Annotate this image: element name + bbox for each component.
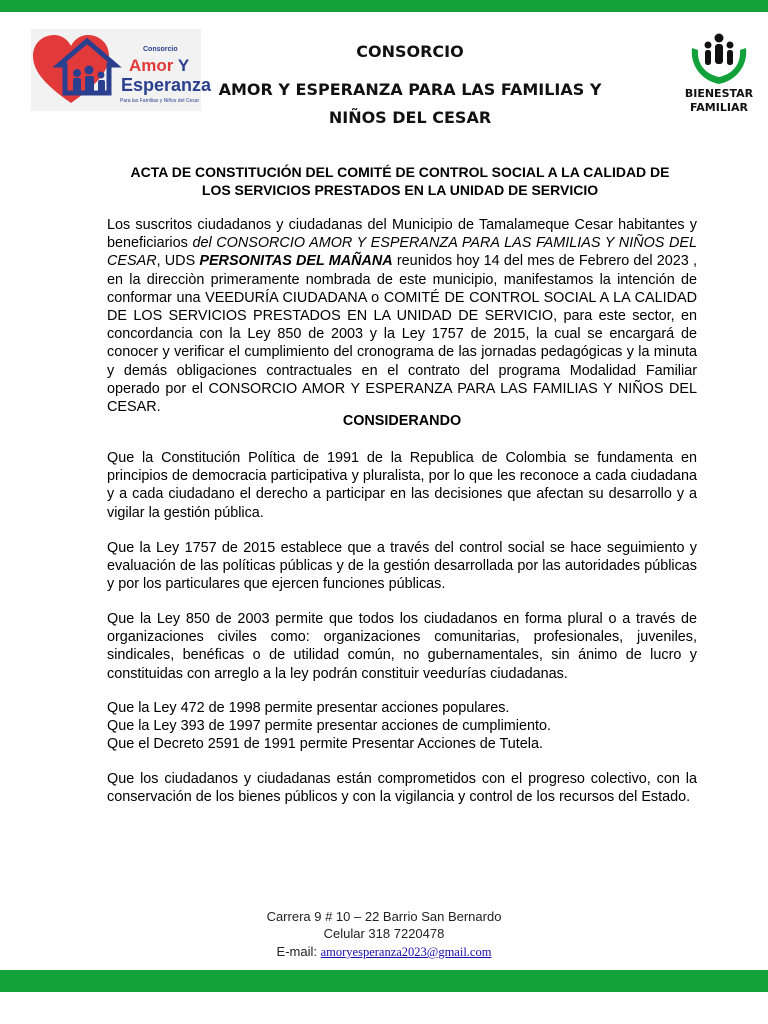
logo-tagline-text: Para las Familias y Niños del Cesar xyxy=(120,98,200,104)
logo-amor-text: Amor xyxy=(129,56,174,75)
ley-472-line: Que la Ley 472 de 1998 permite presentar acciones populares. xyxy=(107,700,510,716)
consorcio-logo xyxy=(31,29,212,111)
document-title xyxy=(100,163,700,199)
top-green-bar xyxy=(0,0,768,12)
footer-address: Carrera 9 # 10 – 22 Barrio San Bernardo xyxy=(266,909,502,924)
paragraph-ley-1757 xyxy=(107,539,697,594)
decreto-2591-line: Que el Decreto 2591 de 1991 permite Presentar Acciones de Tutela. xyxy=(107,736,543,753)
title-line1: ACTA DE CONSTITUCIÓN DEL COMITÉ DE CONTROL SOCIAL A LA CALIDAD DE xyxy=(130,164,670,180)
header-consorcio: CONSORCIO xyxy=(356,42,464,61)
logo-consorcio-text: Consorcio xyxy=(143,46,178,53)
bienestar-text: BIENESTAR xyxy=(684,87,754,100)
paragraph-leyes-list xyxy=(107,699,697,754)
paragraph-constitucion-text: Que la Constitución Política de 1991 de la Republica de Colombia se fundamenta en principios de democracia participativa y pluralista, por lo que les reconoce a cada ciudadana y a cada ciudadano el derecho a participar en las decisiones que afectan su desarrollo y a vigilar la gestión pública. xyxy=(107,450,697,521)
intro-uds-name: PERSONITAS DEL MAÑANA xyxy=(199,253,393,270)
ley-393-line: Que la Ley 393 de 1997 permite presentar acciones de cumplimiento. xyxy=(107,718,551,735)
paragraph-ley-850 xyxy=(107,610,697,683)
intro-text-3: reunidos hoy 14 del mes de Febrero del 2023 , en la direcciòn primeramente nombrada de este municipio, manifestamos la intención de conformar una VEEDURÍA CIUDADANA o COMITÉ DE CONTROL SOCIAL A LA CALIDAD DE LOS SERVICIOS PRESTADOS EN LA UNIDAD DE SERVICIO, para este sector, en concordancia con la Ley 850 de 2003 y la Ley 1757 de 2015, la cual se encargará de conocer y verificar el cumplimiento del cronograma de las jornadas pedagógicas y la minuta y demás obligaciones contractuales en el contrato del programa Modalidad Familiar operado por el CONSORCIO AMOR Y ESPERANZA PARA LAS FAMILIAS Y NIÑOS DEL CESAR. xyxy=(107,253,697,416)
footer-email-label: E-mail: xyxy=(276,944,321,959)
intro-consorcio-name: del CONSORCIO AMOR Y ESPERANZA PARA LAS FAMILIAS Y NIÑOS DEL CESAR xyxy=(107,235,698,270)
bottom-green-bar xyxy=(0,970,768,992)
header-name-line1: AMOR Y ESPERANZA PARA LAS FAMILIAS Y xyxy=(218,80,602,99)
paragraph-compromiso-text: Que los ciudadanos y ciudadanas están comprometidos con el progreso colectivo, con la conservación de los bienes públicos y con la vigilancia y control de los recursos del Estado. xyxy=(107,771,697,806)
footer-phone: Celular 318 7220478 xyxy=(323,926,445,941)
bienestar-familiar-logo xyxy=(684,30,754,120)
paragraph-ley-850-text: Que la Ley 850 de 2003 permite que todos los ciudadanos en forma plural o a través de organizaciones civiles como: organizaciones comunitarias, profesionales, juveniles, sindicales, benéficas o de utilidad común, no gubernamentales, sin ánimo de lucro y constituidas con arreglo a la ley podrán constituir veedurías ciudadanas. xyxy=(107,611,697,682)
paragraph-constitucion xyxy=(107,449,697,522)
logo-y-text: Y xyxy=(177,56,190,75)
familiar-text: FAMILIAR xyxy=(690,101,748,114)
intro-paragraph xyxy=(107,216,697,416)
considerando-heading: CONSIDERANDO xyxy=(342,413,462,429)
header-name-line2: NIÑOS DEL CESAR xyxy=(328,108,492,127)
intro-text-1: Los suscritos ciudadanos y ciudadanas del Municipio de Tamalameque Cesar habitantes y beneficiarios xyxy=(107,217,697,252)
bienestar-family-icon xyxy=(684,30,754,90)
logo-esperanza-text: Esperanza xyxy=(121,75,212,95)
title-line2: LOS SERVICIOS PRESTADOS EN LA UNIDAD DE SERVICIO xyxy=(201,182,599,198)
paragraph-compromiso xyxy=(107,770,697,806)
footer-email-line xyxy=(0,944,768,960)
intro-text-2: , UDS xyxy=(156,253,200,270)
footer-email-link[interactable]: amoryesperanza2023@gmail.com xyxy=(320,945,492,959)
paragraph-ley-1757-text: Que la Ley 1757 de 2015 establece que a través del control social se hace seguimiento y evaluación de las políticas públicas y de la gestión desarrollada por las autoridades públicas y por los particulares que ejercen funciones públicas. xyxy=(107,540,697,593)
svg-text:Amor Y xyxy=(129,56,190,75)
